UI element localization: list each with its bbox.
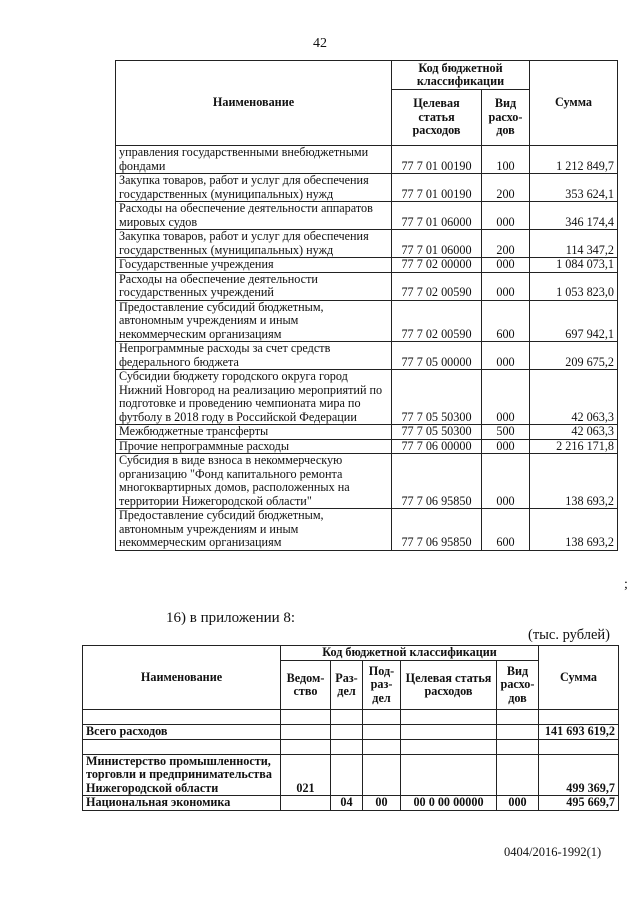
table-row [116,230,618,258]
blank-cell [83,739,281,754]
t2-header-razdel: Раз-дел [331,661,363,710]
table-row [116,439,618,454]
row-target-code: 77 7 01 06000 [392,202,482,230]
row-target-code: 77 7 06 95850 [392,454,482,509]
row-vid: 600 [482,509,530,551]
header-sum: Сумма [530,61,618,146]
row-name: Межбюджетные трансферты [116,425,392,440]
table-row [116,272,618,300]
page-number: 42 [313,36,327,51]
table-row [116,146,618,174]
t2-header-vid: Вид расхо-дов [497,661,539,710]
row-vid: 200 [482,230,530,258]
table-row [116,174,618,202]
row-name: Национальная экономика [83,796,281,811]
table-row [116,370,618,425]
row-vid [497,754,539,796]
row-name: Субсидия в виде взноса в некоммерческую организацию "Фонд капитального ремонта многоквартирных домов, расположенных на территории Нижегородской области" [116,454,392,509]
row-target-code: 77 7 01 00190 [392,174,482,202]
row-sum: 1 053 823,0 [530,272,618,300]
table-row [116,342,618,370]
row-name: Государственные учреждения [116,258,392,273]
row-dept [281,725,331,740]
blank-cell [281,710,331,725]
row-name: Предоставление субсидий бюджетным, автономным учреждениям и иным некоммерческим организациям [116,509,392,551]
t2-header-name: Наименование [83,646,281,710]
section-item-16: 16) в приложении 8: [166,610,296,626]
row-target-code: 77 7 01 00190 [392,146,482,174]
row-vid: 000 [482,202,530,230]
row-sum: 138 693,2 [530,509,618,551]
budget-table-1 [115,60,618,551]
table-row [116,454,618,509]
row-vid: 000 [482,439,530,454]
blank-row [83,710,619,725]
blank-cell [331,739,363,754]
row-sum: 499 369,7 [539,754,619,796]
t2-header-sum: Сумма [539,646,619,710]
row-name: Закупка товаров, работ и услуг для обеспечения государственных (муниципальных) нужд [116,174,392,202]
row-name: Предоставление субсидий бюджетным, автономным учреждениям и иным некоммерческим организациям [116,300,392,342]
row-sum: 1 212 849,7 [530,146,618,174]
row-target-code: 77 7 06 00000 [392,439,482,454]
trailing-semicolon: ; [624,577,628,592]
row-dept [281,796,331,811]
row-target-code: 77 7 02 00590 [392,272,482,300]
row-razdel [331,725,363,740]
row-razdel [331,754,363,796]
row-vid: 200 [482,174,530,202]
row-vid: 600 [482,300,530,342]
row-target-code: 77 7 02 00590 [392,300,482,342]
blank-cell [539,710,619,725]
document-code: 0404/2016-1992(1) [504,845,602,859]
header-vid: Вид расхо-дов [482,90,530,146]
table-row [116,425,618,440]
row-vid: 100 [482,146,530,174]
table-row [116,202,618,230]
blank-cell [363,710,401,725]
header-code-group: Код бюджетной классификации [392,61,530,90]
row-sum: 346 174,4 [530,202,618,230]
row-name: управления государственными внебюджетными фондами [116,146,392,174]
budget-table-2 [82,645,619,811]
blank-cell [539,739,619,754]
t2-header-podrazdel: Под-раз-дел [363,661,401,710]
row-vid: 500 [482,425,530,440]
row-vid: 000 [482,370,530,425]
row-sum: 353 624,1 [530,174,618,202]
row-sum: 141 693 619,2 [539,725,619,740]
row-vid: 000 [482,454,530,509]
row-sum: 209 675,2 [530,342,618,370]
row-podrazdel [363,754,401,796]
blank-cell [363,739,401,754]
blank-cell [401,710,497,725]
row-sum: 1 084 073,1 [530,258,618,273]
t2-header-dept: Ведом-ство [281,661,331,710]
row-target [401,725,497,740]
blank-cell [497,739,539,754]
row-sum: 138 693,2 [530,454,618,509]
row-podrazdel: 00 [363,796,401,811]
row-target-code: 77 7 05 00000 [392,342,482,370]
table-row [83,754,619,796]
row-sum: 42 063,3 [530,370,618,425]
row-name: Субсидии бюджету городского округа город Нижний Новгород на реализацию мероприятий по подготовке и проведению чемпионата мира по футболу в 2018 году в Российской Федерации [116,370,392,425]
header-name: Наименование [116,61,392,146]
row-razdel: 04 [331,796,363,811]
row-vid: 000 [482,342,530,370]
row-sum: 697 942,1 [530,300,618,342]
row-target-code: 77 7 01 06000 [392,230,482,258]
row-name: Министерство промышленности, торговли и предпринимательства Нижегородской области [83,754,281,796]
row-dept: 021 [281,754,331,796]
header-target: Целевая статья расходов [392,90,482,146]
table-row [116,509,618,551]
blank-row [83,739,619,754]
row-name: Расходы на обеспечение деятельности аппаратов мировых судов [116,202,392,230]
row-target-code: 77 7 06 95850 [392,509,482,551]
row-target-code: 77 7 05 50300 [392,370,482,425]
row-target [401,754,497,796]
blank-cell [83,710,281,725]
row-name: Прочие непрограммные расходы [116,439,392,454]
blank-cell [281,739,331,754]
row-sum: 495 669,7 [539,796,619,811]
units-label: (тыс. рублей) [528,627,610,643]
row-sum: 114 347,2 [530,230,618,258]
row-name: Всего расходов [83,725,281,740]
row-target-code: 77 7 02 00000 [392,258,482,273]
row-target: 00 0 00 00000 [401,796,497,811]
table-row [116,300,618,342]
row-target-code: 77 7 05 50300 [392,425,482,440]
table-row [116,258,618,273]
row-name: Непрограммные расходы за счет средств федерального бюджета [116,342,392,370]
row-sum: 2 216 171,8 [530,439,618,454]
row-name: Расходы на обеспечение деятельности государственных учреждений [116,272,392,300]
t2-header-code-group: Код бюджетной классификации [281,646,539,661]
table-row [83,725,619,740]
blank-cell [497,710,539,725]
blank-cell [331,710,363,725]
row-podrazdel [363,725,401,740]
row-vid: 000 [482,258,530,273]
row-sum: 42 063,3 [530,425,618,440]
row-name: Закупка товаров, работ и услуг для обеспечения государственных (муниципальных) нужд [116,230,392,258]
row-vid: 000 [497,796,539,811]
row-vid [497,725,539,740]
t2-header-target: Целевая статья расходов [401,661,497,710]
blank-cell [401,739,497,754]
row-vid: 000 [482,272,530,300]
table-row [83,796,619,811]
